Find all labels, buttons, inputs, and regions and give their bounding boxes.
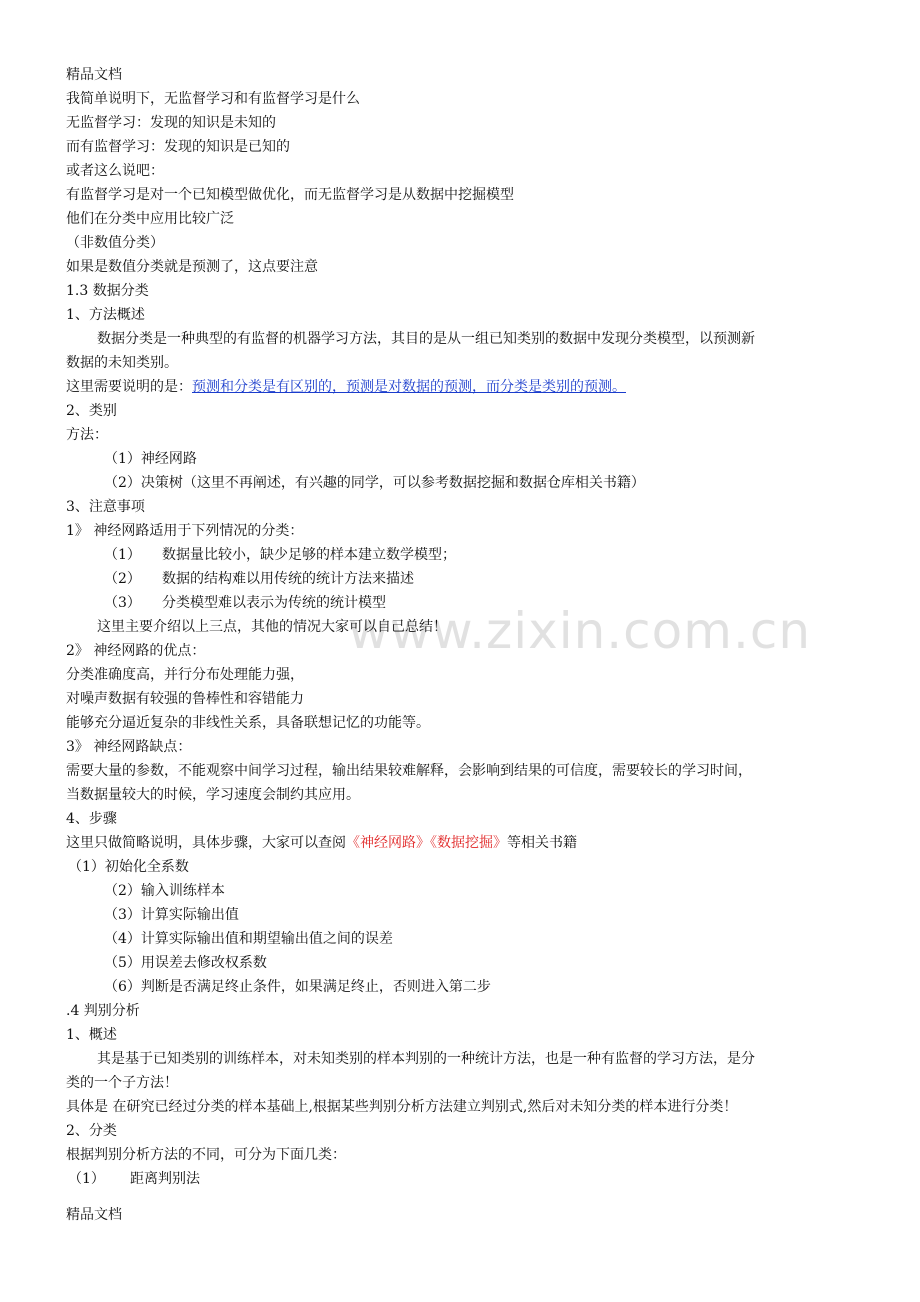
intro-line: 他们在分类中应用比较广泛: [66, 211, 234, 227]
list-item-text: 数据的结构难以用传统的统计方法来描述: [162, 571, 414, 587]
section-title: 1.3 数据分类: [66, 283, 149, 299]
list-item-number: （1）: [104, 547, 141, 563]
section-heading: 2、类别: [66, 403, 117, 419]
category-item: [68, 1170, 200, 1188]
section-title: .4 判别分析: [66, 1003, 140, 1019]
list-item-text: 数据量比较小，缺少足够的样本建立数学模型；: [162, 547, 456, 563]
paragraph-line: 数据分类是一种典型的有监督的机器学习方法，其目的是从一组已知类别的数据中发现分类模型，以预测新: [97, 331, 755, 347]
section-heading: 3、注意事项: [66, 499, 145, 515]
step-item: （4）计算实际输出值和期望输出值之间的误差: [104, 931, 393, 947]
note-prefix: 这里需要说明的是：: [66, 379, 192, 395]
steps-suffix: 等相关书籍: [507, 835, 577, 851]
disadvantage-line: 当数据量较大的时候，学习速度会制约其应用。: [66, 787, 360, 803]
intro-line: （非数值分类）: [66, 235, 164, 251]
note-line: [66, 378, 626, 396]
list-item: [104, 546, 456, 564]
step-item: （5）用误差去修改权系数: [104, 955, 267, 971]
disadvantage-line: 需要大量的参数，不能观察中间学习过程，输出结果较难解释，会影响到结果的可信度，需要较长的学习时间，: [66, 763, 752, 779]
section-heading: 1、方法概述: [66, 307, 145, 323]
step-item: （2）输入训练样本: [104, 883, 225, 899]
note-link[interactable]: 预测和分类是有区别的，预测是对数据的预测，而分类是类别的预测。: [192, 379, 626, 395]
intro-line: 而有监督学习：发现的知识是已知的: [66, 139, 290, 155]
step-item: （1）初始化全系数: [68, 859, 189, 875]
advantage-line: 分类准确度高，并行分布处理能力强，: [66, 667, 304, 683]
intro-line: 无监督学习：发现的知识是未知的: [66, 115, 276, 131]
note-heading: 2》 神经网路的优点：: [66, 643, 206, 659]
steps-intro: [66, 834, 577, 852]
category-text: 距离判别法: [130, 1171, 200, 1187]
list-item-text: 分类模型难以表示为传统的统计模型: [162, 595, 386, 611]
advantage-line: 能够充分逼近复杂的非线性关系，具备联想记忆的功能等。: [66, 715, 430, 731]
steps-prefix: 这里只做简略说明，具体步骤，大家可以查阅: [66, 835, 346, 851]
intro-line: 有监督学习是对一个已知模型做优化，而无监督学习是从数据中挖掘模型: [66, 187, 514, 203]
advantage-line: 对噪声数据有较强的鲁棒性和容错能力: [66, 691, 304, 707]
list-item-number: （3）: [104, 595, 141, 611]
section-heading: 2、分类: [66, 1123, 117, 1139]
section-heading: 1、概述: [66, 1027, 117, 1043]
page-header: 精品文档: [66, 67, 122, 83]
paragraph-line: 具体是 在研究已经过分类的样本基础上,根据某些判别分析方法建立判别式,然后对未知分类的样本进行分类！: [66, 1099, 738, 1115]
book-titles: 《神经网路》《数据挖掘》: [346, 835, 507, 851]
category-number: （1）: [68, 1171, 105, 1187]
paragraph-line: 数据的未知类别。: [66, 355, 178, 371]
paragraph-line: 其是基于已知类别的训练样本，对未知类别的样本判别的一种统计方法，也是一种有监督的学习方法，是分: [97, 1051, 755, 1067]
step-item: （3）计算实际输出值: [104, 907, 239, 923]
intro-line: 或者这么说吧：: [66, 163, 164, 179]
paragraph-line: 类的一个子方法！: [66, 1075, 178, 1091]
paragraph-line: 根据判别分析方法的不同，可分为下面几类：: [66, 1147, 346, 1163]
page-footer: 精品文档: [66, 1207, 122, 1223]
note-heading: 3》 神经网路缺点：: [66, 739, 192, 755]
method-item: （1）神经网路: [104, 451, 197, 467]
methods-label: 方法：: [66, 427, 108, 443]
summary-line: 这里主要介绍以上三点，其他的情况大家可以自己总结！: [97, 619, 447, 635]
step-item: （6）判断是否满足终止条件，如果满足终止，否则进入第二步: [104, 979, 491, 995]
intro-line: 如果是数值分类就是预测了，这点要注意: [66, 259, 318, 275]
list-item: [104, 570, 414, 588]
method-item: （2）决策树（这里不再阐述，有兴趣的同学，可以参考数据挖掘和数据仓库相关书籍）: [104, 475, 645, 491]
intro-line: 我简单说明下，无监督学习和有监督学习是什么: [66, 91, 360, 107]
watermark: www.zixin.com.cn: [348, 602, 812, 660]
section-heading: 4、步骤: [66, 811, 117, 827]
note-heading: 1》 神经网路适用于下列情况的分类：: [66, 523, 304, 539]
list-item: [104, 594, 386, 612]
list-item-number: （2）: [104, 571, 141, 587]
